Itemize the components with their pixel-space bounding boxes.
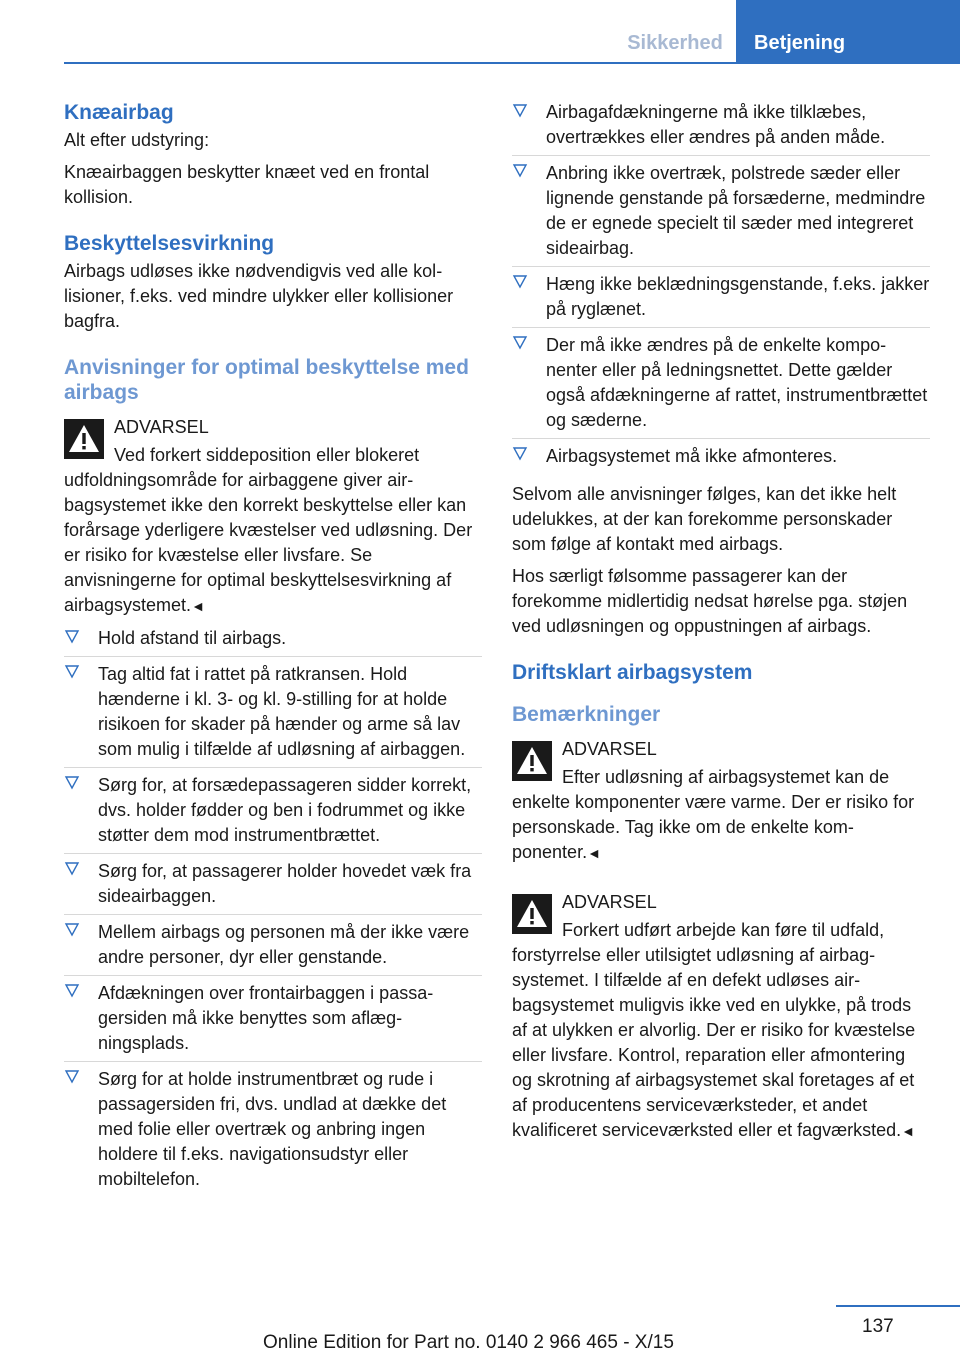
- warning-box: [512, 890, 930, 1144]
- warning-title: ADVARSEL: [114, 417, 209, 437]
- warning-text: Forkert udført arbejde kan føre til udfald, forstyrrelse eller utilsigtet udløsning af airbagsystemet. I tilfælde af en defekt udløses airbagsystemet muligvis ikke ved en ulykke, på trods af at ulykken er alvorlig. Der er risiko for kvæstelse eller livsfare. Kontrol, reparation eller afmontering og skrotning af airbagsystemet skal foretages af et af producentens serviceværksteder, et andet kvalificeret serviceværksted eller et fagværksted.◄: [512, 920, 916, 1140]
- list-item: Sørg for, at forsædepassageren sidder korrekt, dvs. holder fødder og ben i fodrummet og ikke støtter dem mod instrumentbrættet.: [64, 767, 482, 853]
- triangle-bullet-icon: [64, 775, 80, 791]
- list-item: Mellem airbags og personen må der ikke være andre personer, dyr eller genstande.: [64, 914, 482, 975]
- bullet-list: [512, 100, 930, 474]
- edition-note: Online Edition for Part no. 0140 2 966 465 - X/15: [263, 1332, 674, 1353]
- bullet-list: [64, 626, 482, 1197]
- triangle-bullet-icon: [512, 446, 528, 462]
- heading-driftsklart: Driftsklart airbagsystem: [512, 661, 753, 684]
- header-divider: [64, 62, 960, 64]
- paragraph: Knæairbaggen beskytter knæet ved en frontal kollision.: [64, 162, 430, 207]
- list-item: Airbagsystemet må ikke afmonteres.: [512, 438, 930, 474]
- list-item: Hold afstand til airbags.: [64, 626, 482, 656]
- paragraph: Airbags udløses ikke nødvendigvis ved alle kollisioner, f.eks. ved mindre ulykker eller kollisioner bagfra.: [64, 261, 454, 331]
- heading-bemaerkninger: Bemærkninger: [512, 703, 661, 726]
- list-item: Tag altid fat i rattet på ratkransen. Hold hænderne i kl. 3- og kl. 9-stilling for at holde risikoen for skader på hænder og arme så lav som mulig i tilfælde af udløsning af airbaggen.: [64, 656, 482, 767]
- triangle-bullet-icon: [64, 983, 80, 999]
- heading-knaeairbag: Knæairbag: [64, 101, 174, 124]
- warning-title: ADVARSEL: [562, 892, 657, 912]
- triangle-bullet-icon: [64, 664, 80, 680]
- list-item: Hæng ikke beklædningsgenstande, f.eks. jakker på ryglænet.: [512, 266, 930, 327]
- triangle-bullet-icon: [64, 861, 80, 877]
- list-item: Der må ikke ændres på de enkelte komponenter eller på ledningsnettet. Dette gælder også afdækningerne af rattet, instrumentbrættet og sæderne.: [512, 327, 930, 438]
- warning-box: [512, 737, 930, 866]
- list-item: Sørg for, at passagerer holder hovedet væk fra sideairbaggen.: [64, 853, 482, 914]
- warning-text: Ved forkert siddeposition eller blokeret udfoldningsområde for airbaggene giver airbagsystemet ikke den korrekt beskyttelse eller kan forårsage yderligere kvæstelser ved udløsning. Der er risiko for kvæstelse eller livsfare. Se anvisningerne for optimal beskyttelsesvirkning af airbagsystemet.◄: [64, 445, 473, 615]
- end-mark: ◄: [587, 845, 601, 861]
- triangle-bullet-icon: [512, 163, 528, 179]
- page-number: 137: [862, 1316, 894, 1337]
- paragraph: Selvom alle anvisninger følges, kan det ikke helt udelukkes, at der kan forekomme personskader som følge af kontakt med airbags.: [512, 484, 897, 554]
- triangle-bullet-icon: [512, 335, 528, 351]
- list-item: Sørg for at holde instrumentbræt og rude i passagersiden fri, dvs. undlad at dække det med folie eller overtræk og anbring ingen holdere til f.eks. navigationsudstyr eller mobiltelefon.: [64, 1061, 482, 1197]
- warning-text: Efter udløsning af airbagsystemet kan de enkelte komponenter være varme. Der er risiko for personskade. Tag ikke om de enkelte komponenter.◄: [512, 767, 915, 862]
- list-item: Anbring ikke overtræk, polstrede sæder eller lignende genstande på forsæderne, medmindre de er egnede specielt til sæder med integreret sideairbag.: [512, 155, 930, 266]
- warning-triangle-icon: [512, 894, 552, 934]
- left-column: [64, 100, 482, 1205]
- paragraph: Hos særligt følsomme passagerer kan der forekomme midlertidig nedsat hørelse pga. støjen ved udløsningen og oppustningen af airbags.: [512, 566, 908, 636]
- heading-anvisninger: Anvisninger for optimal beskyttelse med airbags: [64, 356, 469, 404]
- triangle-bullet-icon: [64, 922, 80, 938]
- page-header: [614, 0, 960, 62]
- heading-beskyttelsesvirkning: Beskyttelsesvirkning: [64, 232, 275, 255]
- triangle-bullet-icon: [512, 274, 528, 290]
- warning-triangle-icon: [512, 741, 552, 781]
- footer-divider: [836, 1305, 960, 1307]
- right-column: [512, 100, 930, 1151]
- list-item: Afdækningen over frontairbaggen i passagersiden må ikke benyttes som aflægningsplads.: [64, 975, 482, 1061]
- tab-sikkerhed[interactable]: Sikkerhed: [614, 0, 736, 62]
- triangle-bullet-icon: [512, 103, 528, 119]
- paragraph: Alt efter udstyring:: [64, 130, 210, 150]
- warning-title: ADVARSEL: [562, 739, 657, 759]
- list-item: Airbagafdækningerne må ikke tilklæbes, overtrækkes eller ændres på anden måde.: [512, 100, 930, 155]
- triangle-bullet-icon: [64, 629, 80, 645]
- end-mark: ◄: [901, 1123, 915, 1139]
- triangle-bullet-icon: [64, 1069, 80, 1085]
- warning-triangle-icon: [64, 419, 104, 459]
- warning-box: [64, 415, 482, 619]
- tab-betjening[interactable]: Betjening: [736, 0, 960, 62]
- end-mark: ◄: [191, 598, 205, 614]
